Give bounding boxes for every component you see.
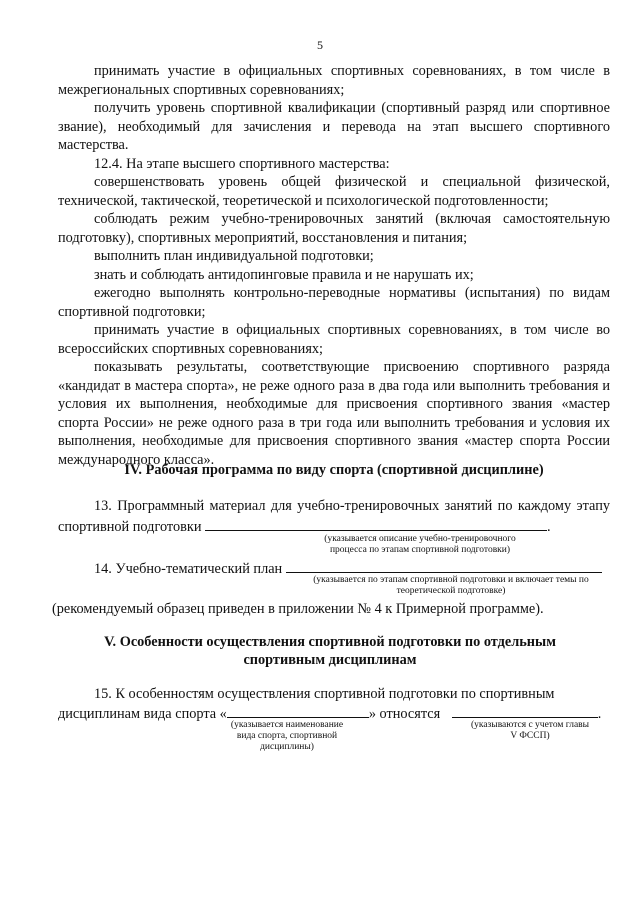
item-13-text: 13. Программный материал для учебно-тренировочных занятий по каждому этапу спортивной подготовки: [58, 498, 610, 535]
item-15-text-a: дисциплинам вида спорта «: [58, 706, 227, 722]
item-15-note-left: (указывается наименование вида спорта, спортивной дисциплины): [230, 720, 344, 752]
item-14-fill-line: [286, 558, 602, 573]
paragraph: знать и соблюдать антидопинговые правила и не нарушать их;: [94, 266, 474, 283]
item-13: 13. Программный материал для учебно-тренировочных занятий по каждому этапу спортивной подготовки .: [58, 498, 610, 535]
paragraph: совершенствовать уровень общей физической и специальной физической, технической, тактической, теоретической и психологической подготовленности;: [58, 174, 610, 209]
paragraph: выполнить план индивидуальной подготовки;: [94, 248, 374, 264]
item-14-tail: (рекомендуемый образец приведен в приложении № 4 к Примерной программе).: [52, 601, 544, 617]
item-15-text-b: » относятся: [368, 706, 441, 722]
page-number: 5: [317, 38, 323, 52]
item-15-fill-features: [452, 703, 598, 718]
paragraph: ежегодно выполнять контрольно-переводные нормативы (испытания) по видам спортивной подготовки;: [58, 285, 610, 320]
paragraph: соблюдать режим учебно-тренировочных занятий (включая самостоятельную подготовку), спортивных мероприятий, восстановления и питания;: [58, 211, 610, 246]
section-4-title: IV. Рабочая программа по виду спорта (спортивной дисциплине): [124, 462, 544, 478]
item-15-line2: дисциплинам вида спорта « » относятся .: [58, 703, 610, 724]
paragraph: получить уровень спортивной квалификации (спортивный разряд или спортивное звание), необходимый для зачисления и перевода на этап высшего спортивного мастерства.: [58, 100, 610, 153]
paragraph: показывать результаты, соответствующие присвоению спортивного разряда «кандидат в мастера спорта», не реже одного раза в два года или выполнить требования и условия их выполнения, необходимые для присвоения спортивного звания «мастер спорта России» не реже одного раза в три года или выполнить требования и условия их выполнения, необходимые для присвоения спортивного звания «мастер спорта России международного класса».: [58, 359, 610, 468]
paragraph: 12.4. На этапе высшего спортивного мастерства:: [94, 155, 390, 172]
item-13-fill-line: [205, 516, 547, 531]
item-15-fill-sport: [227, 703, 369, 718]
item-15-note-right: (указываются с учетом главы V ФССП): [470, 720, 590, 741]
document-body: [58, 62, 610, 469]
section-5-title-line2: спортивным дисциплинам: [243, 652, 417, 668]
item-14-text: 14. Учебно-тематический план: [94, 561, 283, 577]
paragraph: принимать участие в официальных спортивных соревнованиях, в том числе во всероссийских спортивных соревнованиях;: [58, 322, 610, 357]
item-13-note: (указывается описание учебно-тренировочного процесса по этапам спортивной подготовки): [324, 534, 516, 555]
item-15-line1: 15. К особенностям осуществления спортивной подготовки по спортивным: [94, 686, 555, 702]
item-14-note: (указывается по этапам спортивной подготовки и включает темы по теоретической подготовке): [313, 575, 589, 596]
paragraph: принимать участие в официальных спортивных соревнованиях, в том числе в межрегиональных спортивных соревнованиях;: [58, 63, 610, 98]
section-5-title-line1: V. Особенности осуществления спортивной подготовки по отдельным: [104, 634, 556, 650]
